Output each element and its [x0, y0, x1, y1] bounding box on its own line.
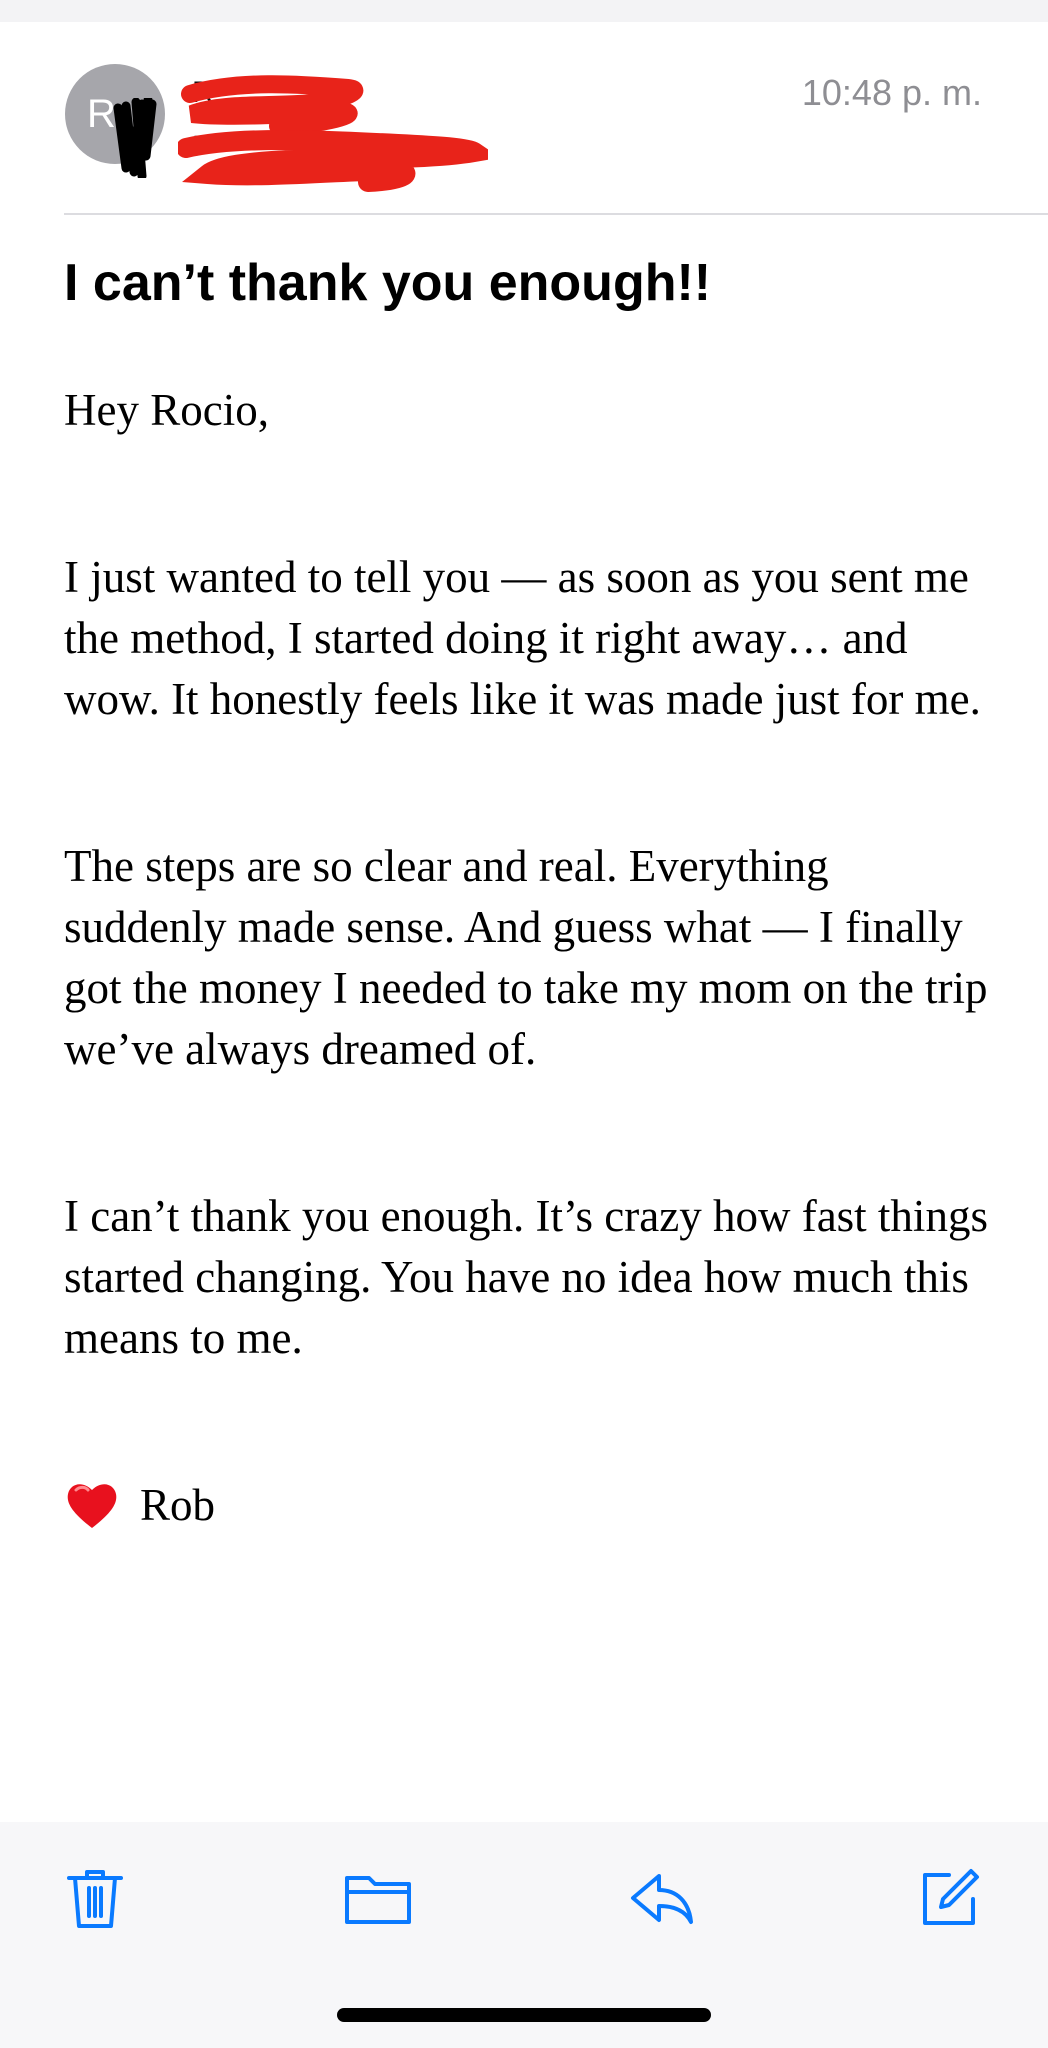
message-header: [0, 22, 1048, 214]
heart-icon: [64, 1478, 120, 1534]
trash-button[interactable]: [59, 1862, 131, 1934]
sender-redaction: [178, 74, 488, 192]
folder-icon: [343, 1870, 413, 1926]
trash-icon: [65, 1866, 125, 1930]
sender-name[interactable]: R: [192, 76, 214, 109]
status-bar-strip: [0, 0, 1048, 22]
message-subject: I can’t thank you enough!!: [64, 254, 712, 312]
body-paragraph: I can’t thank you enough. It’s crazy how fast things started changing. You have no idea how much this means to me.: [64, 1191, 988, 1363]
avatar-redaction-scribble: [112, 98, 164, 178]
compose-icon: [919, 1867, 981, 1929]
signature-name: Rob: [140, 1480, 216, 1530]
timestamp: 10:48 p. m.: [801, 72, 982, 113]
signature: [64, 1475, 994, 1536]
body-paragraph: The steps are so clear and real. Everything suddenly made sense. And guess what — I finally got the money I needed to take my mom on the trip we’ve always dreamed of.: [64, 841, 988, 1074]
header-divider: [64, 213, 1048, 215]
greeting: Hey Rocio,: [64, 385, 269, 435]
home-indicator[interactable]: [337, 2008, 711, 2022]
sender-detail[interactable]: P: [192, 130, 213, 163]
reply-button[interactable]: [626, 1862, 698, 1934]
body-paragraph: I just wanted to tell you — as soon as you sent me the method, I started doing it right away… and wow. It honestly feels like it was made just for me.: [64, 552, 981, 724]
move-to-folder-button[interactable]: [342, 1862, 414, 1934]
reply-icon: [629, 1870, 695, 1926]
compose-button[interactable]: [914, 1862, 986, 1934]
avatar-initial: R: [87, 92, 116, 136]
message-body: [64, 380, 994, 1536]
